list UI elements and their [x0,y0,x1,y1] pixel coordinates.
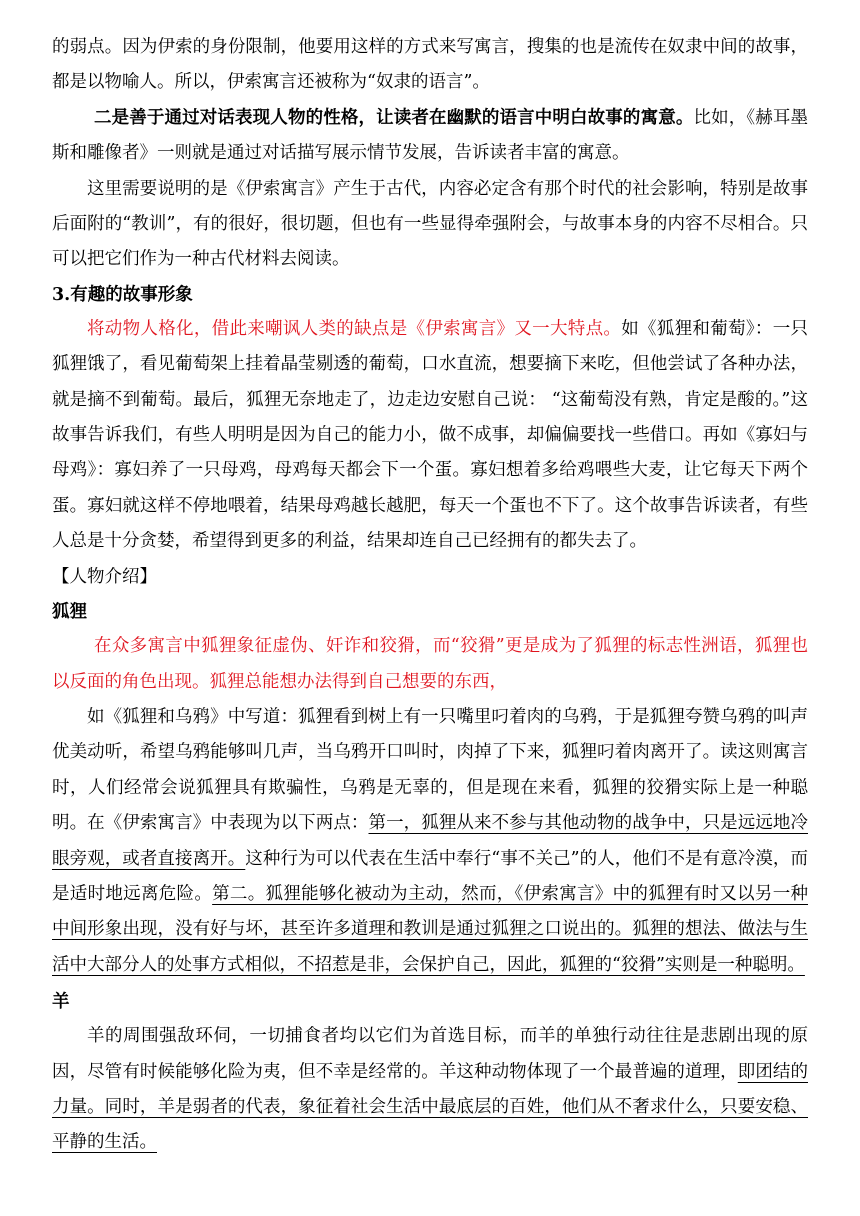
sheep-text-1: 羊的周围强敌环伺，一切捕食者均以它们为首选目标，而羊的单独行动往往是悲剧出现的原因，尽管有时候能够化险为夷，但不幸是经常的。羊这种动物体现了一个最普遍的道理， [52,1026,808,1082]
fox-heading: 狐狸 [52,602,87,623]
personification-red-text: 将动物人格化，借此来嘲讽人类的缺点是《伊索寓言》又一大特点。 [87,318,622,339]
dialogue-feature-bold: 二是善于通过对话表现人物的性格，让读者在幽默的语言中明白故事的寓意。 [94,107,694,128]
fox-underlined-3: 然而，《伊索寓言》中的狐狸有时又以另一种中间形象出现，没有好与坏，甚至许多道理和教训是通过狐狸之口说出的。 [52,883,809,940]
fox-underlined-2: 第二。狐狸能够化被动为主动， [212,883,462,904]
section-heading-story-images: 3.有趣的故事形象 [52,284,193,305]
fox-underlined-1: 第一，狐狸从来不参与其他动物的战争中，只是远远地冷眼旁观，或者直接离开。 [52,813,808,869]
fox-paragraph [52,700,808,983]
fox-text-1: 如《狐狸和乌鸦》中写道：狐狸看到树上有一只嘴里叼着肉的乌鸦，于是狐狸夸赞乌鸦的叫声优美动听，希望乌鸦能够叫几声，当乌鸦开口叫时，肉掉了下来，狐狸叼着肉离开了。读这则寓言时，人们经常会说狐狸具有欺骗性，乌鸦是无辜的，但是现在来看，狐狸的狡猾实际上是一种聪明。在《伊索寓言》中表现为以下两点： [52,706,808,834]
dialogue-feature-text: 比如，《赫耳墨斯和雕像者》一则就是通过对话描写展示情节发展，告诉读者丰富的寓意。 [52,107,809,164]
fox-red-paragraph: 在众多寓言中狐狸象征虚伪、奸诈和狡猾，而“狡猾”更是成为了狐狸的标志性洲语，狐狸也以反面的角色出现。狐狸总能想办法得到自己想要的东西， [52,636,808,692]
paragraph-note: 这里需要说明的是《伊索寓言》产生于古代，内容必定含有那个时代的社会影响，特别是故事后面附的“教训”，有的很好，很切题，但也有一些显得牵强附会，与故事本身的内容不尽相合。只可以把它们作为一种古代材料去阅读。 [52,178,808,270]
character-intro-label: 【人物介绍】 [52,566,157,587]
sheep-paragraph [52,1019,808,1161]
sheep-underlined-1: 即团结的力量。同时，羊是弱者的代表，象征着社会生活中最底层的百姓，他们从不奢求什么，只要安稳、平静的生活。 [52,1061,808,1153]
paragraph-dialogue-feature [52,101,808,172]
fox-text-2: 这种行为可以代表在生活中奉行“事不关己”的人，他们不是有意冷漠，而是适时地远离危险。 [52,848,808,904]
sheep-heading: 羊 [52,992,70,1013]
fox-underlined-4: 狐狸的想法、做法与生活中大部分人的处事方式相似，不招惹是非，会保护自己，因此，狐狸的“狡猾”实则是一种聪明。 [52,919,808,975]
personification-text: 如《狐狸和葡萄》：一只狐狸饿了，看见葡萄架上挂着晶莹剔透的葡萄，口水直流，想要摘下来吃，但他尝试了各种办法，就是摘不到葡萄。最后，狐狸无奈地走了，边走边安慰自己说： “这葡萄没有熟，肯定是酸的。”这故事告诉我们，有些人明明是因为自己的能力小，做不成事，却偏偏要找一些借口。再如《寡妇与母鸡》：寡妇养了一只母鸡，母鸡每天都会下一个蛋。寡妇想着多给鸡喂些大麦，让它每天下两个蛋。寡妇就这样不停地喂着，结果母鸡越长越肥，每天一个蛋也不下了。这个故事告诉读者，有些人总是十分贪婪，希望得到更多的利益，结果却连自己已经拥有的都失去了。 [52,318,808,552]
paragraph-personification [52,312,808,560]
paragraph-intro-continued: 的弱点。因为伊索的身份限制，他要用这样的方式来写寓言，搜集的也是流传在奴隶中间的故事，都是以物喻人。所以，伊索寓言还被称为“奴隶的语言”。 [52,37,808,93]
